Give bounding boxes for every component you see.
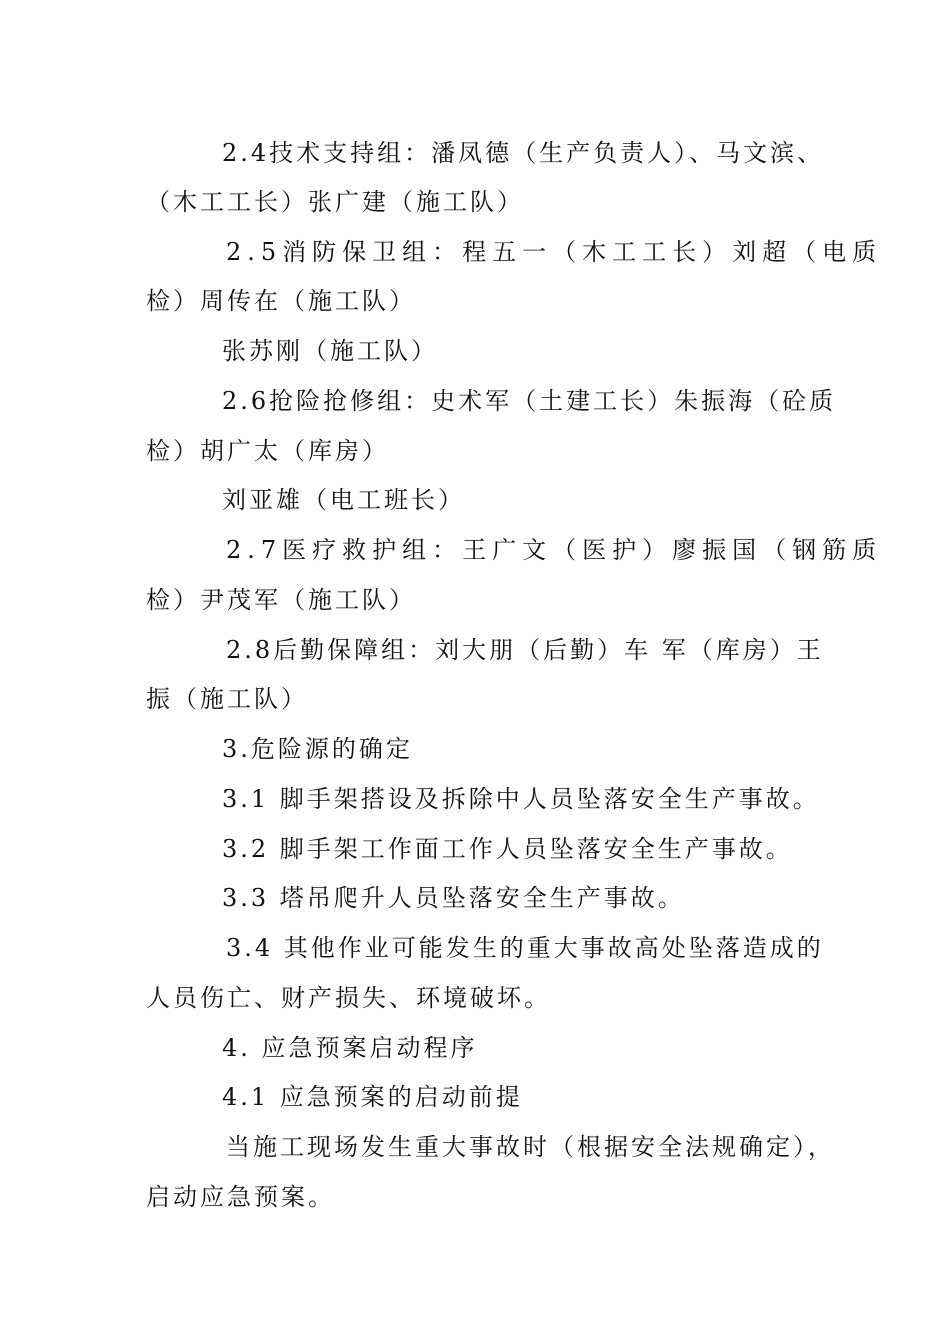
paragraph-line: 2.6抢险抢修组：史术军（土建工长）朱振海（砼质 (222, 387, 837, 415)
paragraph-line: 2.5消防保卫组：程五一（木工工长）刘超（电质 (226, 238, 883, 266)
paragraph-line: 检）周传在（施工队） (146, 287, 416, 315)
subsection-heading: 4.1 应急预案的启动前提 (222, 1083, 523, 1111)
section-heading: 4. 应急预案启动程序 (222, 1034, 478, 1062)
paragraph-line: 振（施工队） (146, 685, 308, 713)
paragraph-line: 当施工现场发生重大事故时（根据安全法规确定）， (226, 1133, 835, 1161)
paragraph-line: （木工工长）张广建（施工队） (146, 188, 524, 216)
paragraph-line: 3.3 塔吊爬升人员坠落安全生产事故。 (222, 884, 685, 912)
paragraph-line: 人员伤亡、财产损失、环境破坏。 (146, 984, 551, 1012)
paragraph-line: 2.8后勤保障组：刘大朋（后勤）车 军（库房）王 (226, 636, 824, 664)
section-heading: 3.危险源的确定 (222, 735, 413, 763)
paragraph-line: 检）尹茂军（施工队） (146, 586, 416, 614)
paragraph-line: 3.2 脚手架工作面工作人员坠落安全生产事故。 (222, 835, 793, 863)
paragraph-line: 2.7医疗救护组：王广文（医护）廖振国（钢筋质 (226, 536, 883, 564)
paragraph-line: 3.1 脚手架搭设及拆除中人员坠落安全生产事故。 (222, 785, 820, 813)
paragraph-line: 刘亚雄（电工班长） (222, 486, 465, 514)
paragraph-line: 2.4技术支持组：潘凤德（生产负责人）、马文滨、 (222, 139, 825, 167)
paragraph-line: 检）胡广太（库房） (146, 437, 389, 465)
paragraph-line: 3.4 其他作业可能发生的重大事故高处坠落造成的 (226, 934, 824, 962)
paragraph-line: 张苏刚（施工队） (222, 337, 438, 365)
paragraph-line: 启动应急预案。 (146, 1183, 335, 1211)
